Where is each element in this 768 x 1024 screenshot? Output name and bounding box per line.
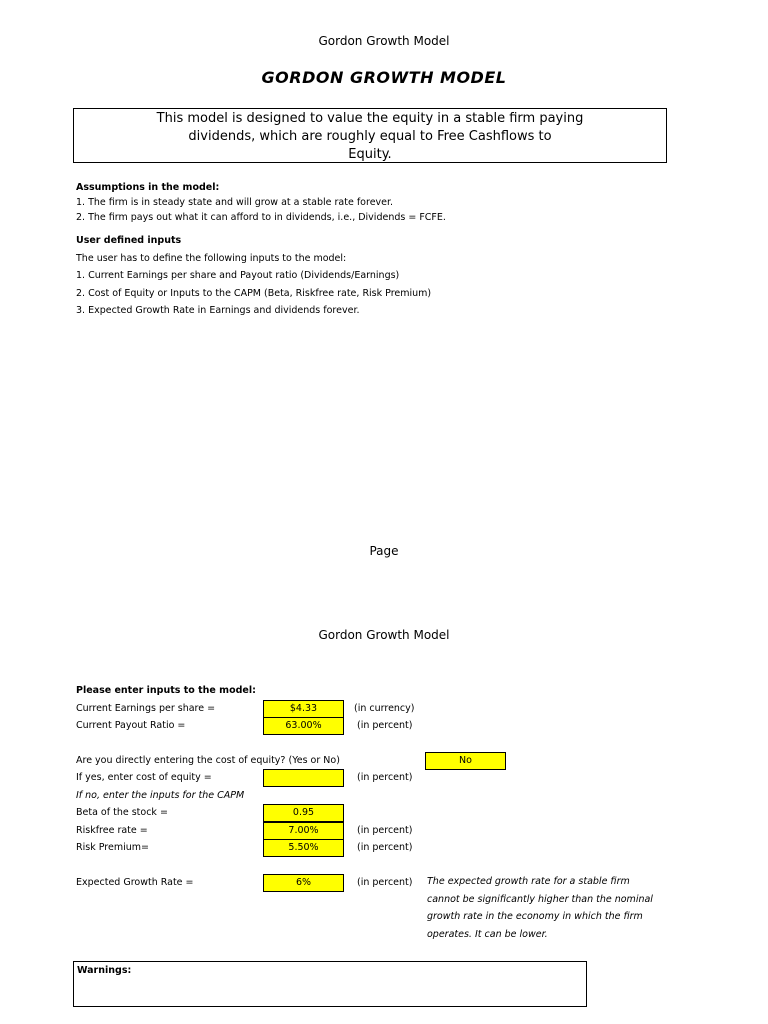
payout-input[interactable]: 63.00%: [263, 717, 344, 735]
growth-input[interactable]: 6%: [263, 874, 344, 892]
page-title: GORDON GROWTH MODEL: [261, 68, 507, 87]
riskfree-label: Riskfree rate =: [76, 825, 148, 836]
growth-note: [427, 873, 677, 943]
warnings-box: [73, 961, 587, 1007]
description-line: This model is designed to value the equity in a stable firm paying: [156, 111, 584, 126]
riskfree-input[interactable]: 7.00%: [263, 822, 344, 840]
direct-entry-input[interactable]: No: [425, 752, 506, 770]
beta-input[interactable]: 0.95: [263, 804, 344, 822]
assumptions-heading: Assumptions in the model:: [76, 182, 220, 193]
eps-unit: (in currency): [354, 703, 415, 714]
growth-label: Expected Growth Rate =: [76, 877, 194, 888]
form-heading: Please enter inputs to the model:: [76, 685, 256, 696]
cost-of-equity-unit: (in percent): [357, 772, 413, 783]
inputs-list-item: 3. Expected Growth Rate in Earnings and dividends forever.: [76, 305, 360, 316]
eps-label: Current Earnings per share =: [76, 703, 216, 714]
riskfree-unit: (in percent): [357, 825, 413, 836]
risk-premium-unit: (in percent): [357, 842, 413, 853]
description-box: [73, 108, 667, 163]
description-line: dividends, which are roughly equal to Free Cashflows to: [188, 129, 552, 144]
inputs-intro: The user has to define the following inputs to the model:: [76, 253, 347, 264]
growth-note-line: The expected growth rate for a stable firm: [427, 876, 630, 887]
inputs-list-item: 1. Current Earnings per share and Payout ratio (Dividends/Earnings): [76, 270, 400, 281]
growth-note-line: cannot be significantly higher than the nominal: [427, 893, 653, 905]
capm-note: If no, enter the inputs for the CAPM: [76, 790, 245, 801]
warnings-label: Warnings:: [77, 965, 132, 976]
beta-label: Beta of the stock =: [76, 807, 168, 818]
page-footer: Page: [369, 544, 399, 558]
page-header: Gordon Growth Model: [318, 34, 450, 48]
assumption-item: 2. The firm pays out what it can afford to in dividends, i.e., Dividends = FCFE.: [76, 212, 446, 223]
growth-unit: (in percent): [357, 877, 413, 888]
eps-input[interactable]: $4.33: [263, 700, 344, 718]
payout-unit: (in percent): [357, 720, 413, 731]
description-line: Equity.: [348, 147, 392, 162]
growth-note-line: operates. It can be lower.: [427, 928, 548, 940]
page2-header: Gordon Growth Model: [318, 628, 450, 642]
inputs-list-item: 2. Cost of Equity or Inputs to the CAPM (Beta, Riskfree rate, Risk Premium): [76, 288, 432, 299]
inputs-heading: User defined inputs: [76, 235, 182, 246]
cost-of-equity-label: If yes, enter cost of equity =: [76, 772, 212, 783]
risk-premium-input[interactable]: 5.50%: [263, 839, 344, 857]
cost-of-equity-input[interactable]: [263, 769, 344, 787]
growth-note-line: growth rate in the economy in which the firm: [427, 911, 643, 922]
payout-label: Current Payout Ratio =: [76, 720, 186, 731]
assumption-item: 1. The firm is in steady state and will grow at a stable rate forever.: [76, 197, 394, 208]
risk-premium-label: Risk Premium=: [76, 842, 149, 853]
direct-entry-label: Are you directly entering the cost of equity? (Yes or No): [76, 755, 340, 766]
